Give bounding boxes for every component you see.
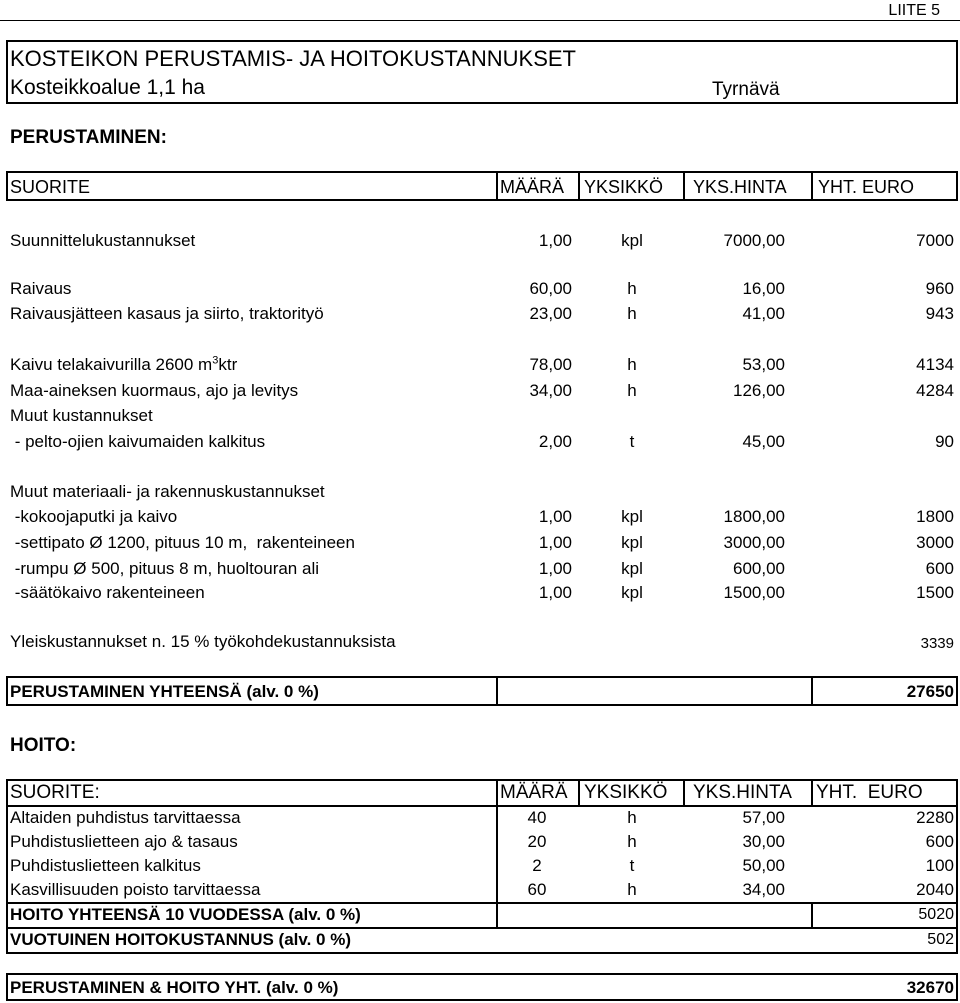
- col-divider: [683, 779, 685, 805]
- row-name: -säätökaivo rakenteineen: [10, 583, 205, 602]
- row-total: 600: [925, 832, 954, 851]
- row-total: 3339: [920, 635, 954, 652]
- row-total: 600: [925, 559, 954, 578]
- col-header-unit: YKSIKKÖ: [584, 177, 664, 197]
- col-divider: [683, 171, 685, 201]
- grand-total-label: PERUSTAMINEN & HOITO YHT. (alv. 0 %): [10, 978, 339, 997]
- attachment-label: LIITE 5: [888, 2, 940, 19]
- col-header-price: YKS.HINTA: [693, 782, 792, 803]
- row-price: 7000,00: [723, 231, 785, 250]
- col-header-unit: YKSIKKÖ: [584, 782, 668, 803]
- row-qty: 78,00: [529, 355, 572, 374]
- row-unit: kpl: [621, 533, 643, 552]
- col-divider: [578, 171, 580, 201]
- row-price: 53,00: [742, 355, 785, 374]
- col-header-task: SUORITE:: [10, 782, 100, 803]
- row-name: Raivausjätteen kasaus ja siirto, traktorityö: [10, 304, 324, 323]
- annual-maintenance-value: 502: [927, 931, 954, 948]
- row-unit: h: [627, 832, 637, 851]
- row-total: 2040: [916, 880, 954, 899]
- row-rule: [6, 805, 958, 807]
- grand-total-value: 32670: [906, 978, 954, 997]
- row-name: Altaiden puhdistus tarvittaessa: [10, 808, 241, 827]
- col-header-total: YHT. EURO: [818, 177, 915, 197]
- row-total: 7000: [916, 231, 954, 250]
- row-unit: h: [627, 808, 637, 827]
- col-divider: [496, 171, 498, 201]
- superscript: 3: [212, 354, 219, 367]
- annual-maintenance-label: VUOTUINEN HOITOKUSTANNUS (alv. 0 %): [10, 930, 351, 949]
- row-name: Suunnittelukustannukset: [10, 231, 196, 250]
- row-total: 1500: [916, 583, 954, 602]
- row-rule: [6, 902, 958, 904]
- row-total: 90: [935, 432, 954, 451]
- row-total: 960: [925, 279, 954, 298]
- row-qty: 1,00: [538, 533, 572, 552]
- row-total: 1800: [916, 507, 954, 526]
- row-total: 4284: [916, 381, 954, 400]
- row-price: 41,00: [742, 304, 785, 323]
- row-price: 1800,00: [723, 507, 785, 526]
- row-unit: kpl: [621, 231, 643, 250]
- col-divider: [496, 779, 498, 927]
- col-header-price: YKS.HINTA: [693, 177, 787, 197]
- row-price: 50,00: [742, 856, 785, 875]
- row-name: - pelto-ojien kaivumaiden kalkitus: [10, 432, 266, 451]
- row-price: 126,00: [733, 381, 785, 400]
- row-total: 943: [925, 304, 954, 323]
- row-unit: h: [627, 880, 637, 899]
- establishment-total-label: PERUSTAMINEN YHTEENSÄ (alv. 0 %): [10, 682, 319, 701]
- col-divider: [811, 676, 813, 706]
- row-name: Raivaus: [10, 279, 72, 298]
- row-unit: kpl: [621, 507, 643, 526]
- row-rule: [6, 927, 958, 929]
- establishment-heading: PERUSTAMINEN:: [10, 127, 167, 148]
- col-divider: [811, 779, 813, 805]
- row-name: Kasvillisuuden poisto tarvittaessa: [10, 880, 261, 899]
- row-qty: 2,00: [538, 432, 572, 451]
- maintenance-10y-total-value: 5020: [918, 906, 954, 923]
- row-total: 3000: [916, 533, 954, 552]
- row-unit: h: [627, 304, 637, 323]
- row-name: Maa-aineksen kuormaus, ajo ja levitys: [10, 381, 299, 400]
- row-qty: 40: [527, 808, 547, 827]
- row-name: Puhdistuslietteen kalkitus: [10, 856, 201, 875]
- maintenance-10y-total-label: HOITO YHTEENSÄ 10 VUODESSA (alv. 0 %): [10, 905, 361, 924]
- row-qty: 20: [527, 832, 547, 851]
- row-price: 1500,00: [723, 583, 785, 602]
- row-unit: kpl: [621, 559, 643, 578]
- row-qty: 1,00: [538, 583, 572, 602]
- row-qty: 60,00: [529, 279, 572, 298]
- row-total: 100: [925, 856, 954, 875]
- row-name: Yleiskustannukset n. 15 % työkohdekustannuksista: [10, 632, 396, 651]
- row-price: 600,00: [733, 559, 785, 578]
- row-total: 2280: [916, 808, 954, 827]
- establishment-total-value: 27650: [906, 682, 954, 701]
- top-rule: [0, 20, 960, 21]
- row-qty: 2: [532, 856, 542, 875]
- establishment-header-row: [6, 171, 958, 201]
- page-title: KOSTEIKON PERUSTAMIS- JA HOITOKUSTANNUKSET: [10, 46, 576, 71]
- location: Tyrnävä: [712, 79, 780, 100]
- row-qty: 60: [527, 880, 547, 899]
- row-unit: h: [627, 355, 637, 374]
- row-price: 30,00: [742, 832, 785, 851]
- row-name: [10, 356, 237, 373]
- row-name: -kokoojaputki ja kaivo: [10, 507, 178, 526]
- maintenance-heading: HOITO:: [10, 735, 77, 756]
- row-qty: 1,00: [538, 231, 572, 250]
- row-unit: kpl: [621, 583, 643, 602]
- col-divider: [496, 676, 498, 706]
- row-name: Puhdistuslietteen ajo & tasaus: [10, 832, 238, 851]
- row-name: -rumpu Ø 500, pituus 8 m, huoltouran ali: [10, 559, 319, 578]
- col-divider: [811, 902, 813, 927]
- row-qty: 1,00: [538, 559, 572, 578]
- row-qty: 23,00: [529, 304, 572, 323]
- row-price: 45,00: [742, 432, 785, 451]
- row-total: 4134: [916, 355, 954, 374]
- row-unit: h: [627, 381, 637, 400]
- row-name-suffix: ktr: [218, 355, 238, 374]
- row-qty: 34,00: [529, 381, 572, 400]
- row-name: Muut materiaali- ja rakennuskustannukset: [10, 482, 325, 501]
- row-name-main: Kaivu telakaivurilla 2600 m: [10, 355, 213, 374]
- row-unit: t: [629, 856, 635, 875]
- row-price: 34,00: [742, 880, 785, 899]
- col-divider: [811, 171, 813, 201]
- row-unit: h: [627, 279, 637, 298]
- row-unit: t: [629, 432, 635, 451]
- col-header-task: SUORITE: [10, 177, 91, 197]
- col-header-qty: MÄÄRÄ: [500, 177, 565, 197]
- row-price: 57,00: [742, 808, 785, 827]
- page-subtitle: Kosteikkoalue 1,1 ha: [10, 76, 205, 99]
- col-divider: [578, 779, 580, 805]
- row-name: -settipato Ø 1200, pituus 10 m, rakenteineen: [10, 533, 355, 552]
- col-header-qty: MÄÄRÄ: [500, 782, 568, 803]
- row-price: 16,00: [742, 279, 785, 298]
- row-price: 3000,00: [723, 533, 785, 552]
- row-qty: 1,00: [538, 507, 572, 526]
- col-header-total: YHT. EURO: [816, 782, 923, 803]
- row-name: Muut kustannukset: [10, 406, 153, 425]
